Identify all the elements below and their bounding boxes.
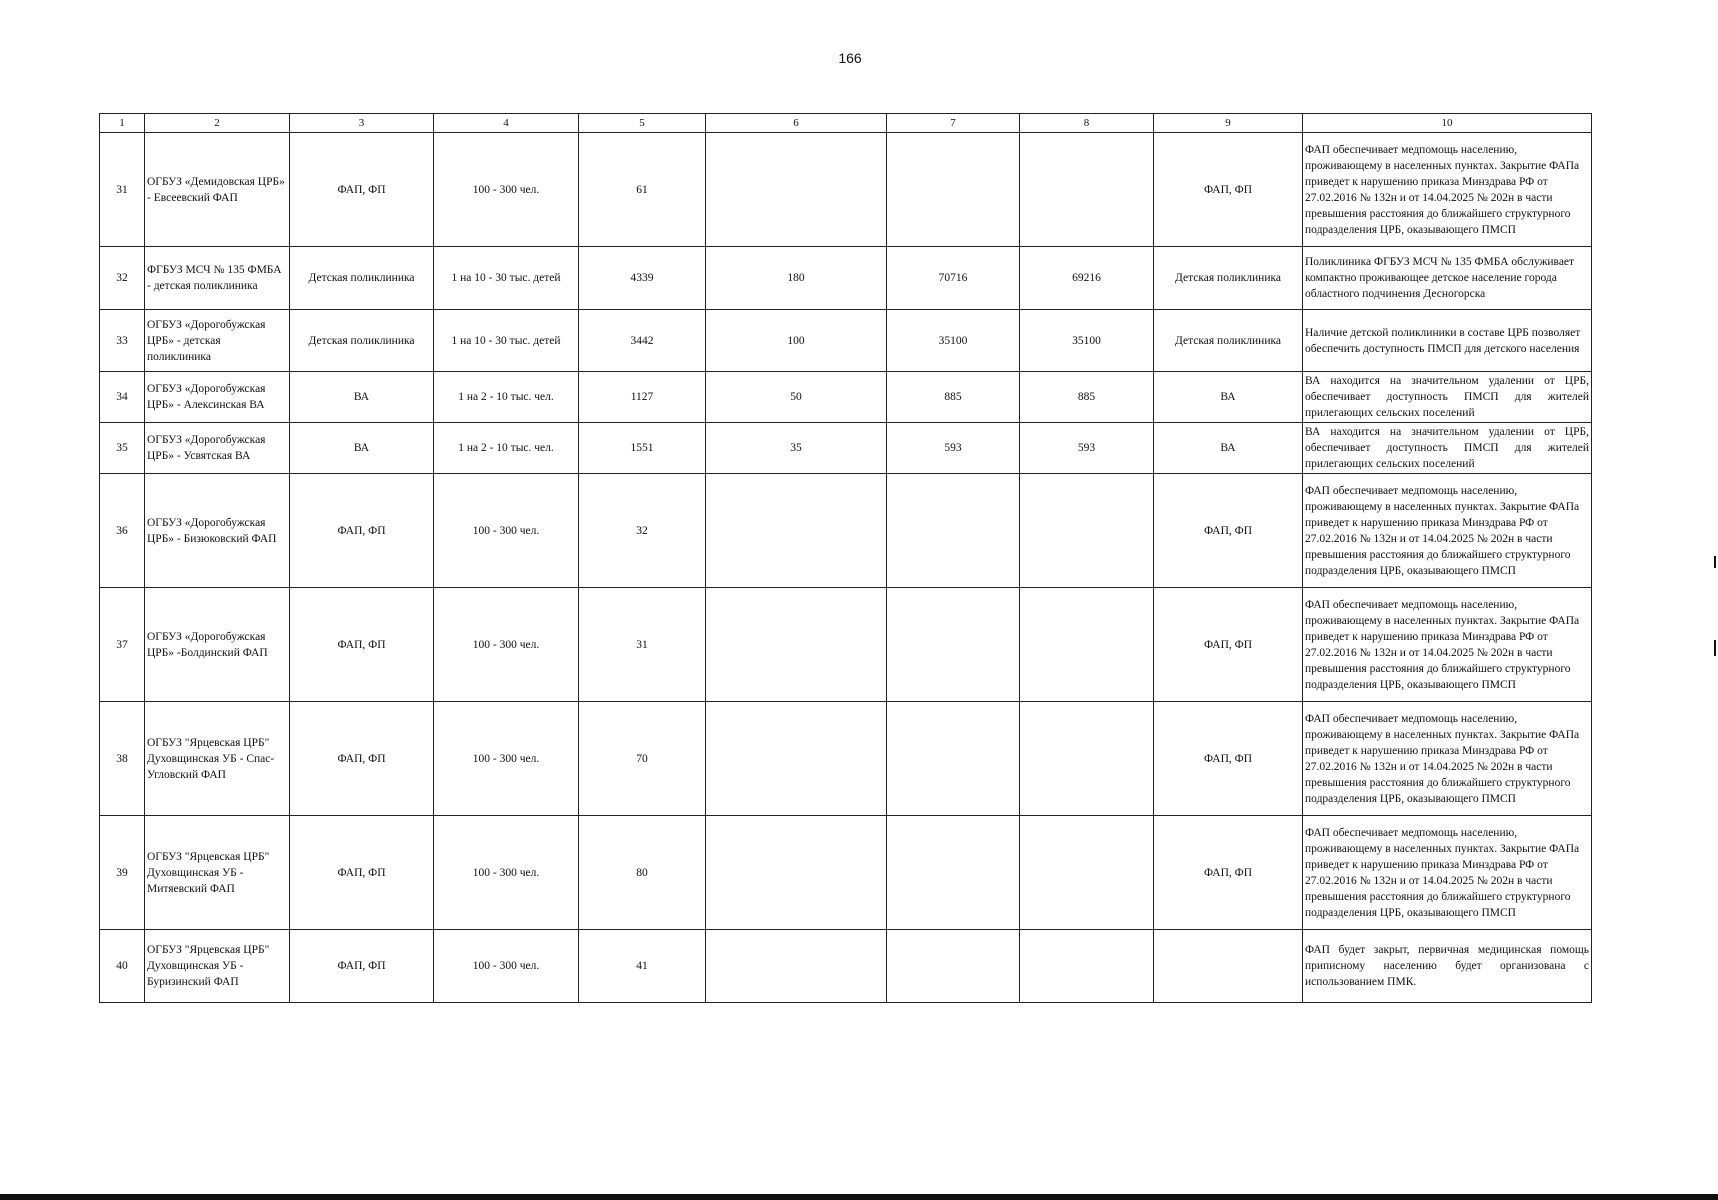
data-table bbox=[99, 113, 1592, 1003]
row-number: 33 bbox=[100, 310, 145, 372]
column-5-value: 3442 bbox=[579, 310, 706, 372]
column-6-value bbox=[706, 588, 887, 702]
institution-name: ОГБУЗ «Дорогобужская ЦРБ» - Усвятская ВА bbox=[145, 423, 290, 474]
column-header: 8 bbox=[1020, 114, 1154, 133]
facility-type: ФАП, ФП bbox=[290, 930, 434, 1003]
column-header: 7 bbox=[887, 114, 1020, 133]
column-8-value: 885 bbox=[1020, 372, 1154, 423]
column-8-value bbox=[1020, 588, 1154, 702]
column-5-value: 70 bbox=[579, 702, 706, 816]
column-7-value: 35100 bbox=[887, 310, 1020, 372]
column-8-value bbox=[1020, 930, 1154, 1003]
column-7-value: 593 bbox=[887, 423, 1020, 474]
row-number: 36 bbox=[100, 474, 145, 588]
facility-type: ФАП, ФП bbox=[290, 133, 434, 247]
justification-note: Поликлиника ФГБУЗ МСЧ № 135 ФМБА обслуживает компактно проживающее детское население города областного подчинения Десногорска bbox=[1303, 247, 1592, 310]
facility-type: ФАП, ФП bbox=[290, 702, 434, 816]
facility-type: ФАП, ФП bbox=[290, 816, 434, 930]
justification-note: ВА находится на значительном удалении от ЦРБ, обеспечивает доступность ПМСП для жителей прилегающих сельских поселений bbox=[1303, 423, 1592, 474]
table-row bbox=[100, 702, 1592, 816]
institution-name: ОГБУЗ "Ярцевская ЦРБ" Духовщинская УБ - Митяевский ФАП bbox=[145, 816, 290, 930]
population-norm: 100 - 300 чел. bbox=[434, 816, 579, 930]
row-number: 38 bbox=[100, 702, 145, 816]
planned-type: ФАП, ФП bbox=[1154, 816, 1303, 930]
population-norm: 1 на 2 - 10 тыс. чел. bbox=[434, 372, 579, 423]
column-7-value bbox=[887, 702, 1020, 816]
column-6-value bbox=[706, 702, 887, 816]
column-5-value: 32 bbox=[579, 474, 706, 588]
planned-type: ВА bbox=[1154, 423, 1303, 474]
population-norm: 100 - 300 чел. bbox=[434, 930, 579, 1003]
column-6-value: 180 bbox=[706, 247, 887, 310]
facility-type: ФАП, ФП bbox=[290, 474, 434, 588]
institution-name: ОГБУЗ «Демидовская ЦРБ» - Евсеевский ФАП bbox=[145, 133, 290, 247]
facility-type: ВА bbox=[290, 423, 434, 474]
planned-type: ФАП, ФП bbox=[1154, 133, 1303, 247]
justification-note: ФАП будет закрыт, первичная медицинская помощь приписному населению будет организована с использованием ПМК. bbox=[1303, 930, 1592, 1003]
row-number: 32 bbox=[100, 247, 145, 310]
column-7-value: 885 bbox=[887, 372, 1020, 423]
institution-name: ОГБУЗ "Ярцевская ЦРБ" Духовщинская УБ - Буризинский ФАП bbox=[145, 930, 290, 1003]
population-norm: 1 на 10 - 30 тыс. детей bbox=[434, 247, 579, 310]
column-header: 3 bbox=[290, 114, 434, 133]
column-8-value: 69216 bbox=[1020, 247, 1154, 310]
table-row bbox=[100, 588, 1592, 702]
column-7-value bbox=[887, 474, 1020, 588]
column-8-value bbox=[1020, 702, 1154, 816]
column-6-value bbox=[706, 816, 887, 930]
column-6-value: 50 bbox=[706, 372, 887, 423]
column-7-value bbox=[887, 930, 1020, 1003]
table-row bbox=[100, 133, 1592, 247]
justification-note: ФАП обеспечивает медпомощь населению, проживающему в населенных пунктах. Закрытие ФАПа приведет к нарушению приказа Минздрава РФ от 27.02.2016 № 132н и от 14.04.2025 № 202н в части превышения расстояния до ближайшего структурного подразделения ЦРБ, оказывающего ПМСП bbox=[1303, 588, 1592, 702]
scan-bottom-border bbox=[0, 1194, 1718, 1200]
row-number: 31 bbox=[100, 133, 145, 247]
population-norm: 1 на 2 - 10 тыс. чел. bbox=[434, 423, 579, 474]
planned-type: ФАП, ФП bbox=[1154, 702, 1303, 816]
justification-note: ФАП обеспечивает медпомощь населению, проживающему в населенных пунктах. Закрытие ФАПа приведет к нарушению приказа Минздрава РФ от 27.02.2016 № 132н и от 14.04.2025 № 202н в части превышения расстояния до ближайшего структурного подразделения ЦРБ, оказывающего ПМСП bbox=[1303, 474, 1592, 588]
column-header: 9 bbox=[1154, 114, 1303, 133]
row-number: 34 bbox=[100, 372, 145, 423]
planned-type: Детская поликлиника bbox=[1154, 247, 1303, 310]
column-5-value: 1551 bbox=[579, 423, 706, 474]
column-7-value bbox=[887, 133, 1020, 247]
column-header: 4 bbox=[434, 114, 579, 133]
column-6-value: 100 bbox=[706, 310, 887, 372]
institution-name: ОГБУЗ «Дорогобужская ЦРБ» -Болдинский ФАП bbox=[145, 588, 290, 702]
planned-type bbox=[1154, 930, 1303, 1003]
column-5-value: 1127 bbox=[579, 372, 706, 423]
row-number: 35 bbox=[100, 423, 145, 474]
column-header: 2 bbox=[145, 114, 290, 133]
table-row bbox=[100, 930, 1592, 1003]
column-6-value bbox=[706, 930, 887, 1003]
column-5-value: 80 bbox=[579, 816, 706, 930]
table-row bbox=[100, 310, 1592, 372]
facility-type: Детская поликлиника bbox=[290, 247, 434, 310]
planned-type: ВА bbox=[1154, 372, 1303, 423]
institution-name: ОГБУЗ «Дорогобужская ЦРБ» - Бизюковский ФАП bbox=[145, 474, 290, 588]
page-number: 166 bbox=[838, 50, 862, 66]
justification-note: Наличие детской поликлиники в составе ЦРБ позволяет обеспечить доступность ПМСП для детского населения bbox=[1303, 310, 1592, 372]
population-norm: 1 на 10 - 30 тыс. детей bbox=[434, 310, 579, 372]
column-5-value: 31 bbox=[579, 588, 706, 702]
table-row bbox=[100, 423, 1592, 474]
column-8-value bbox=[1020, 133, 1154, 247]
justification-note: ФАП обеспечивает медпомощь населению, проживающему в населенных пунктах. Закрытие ФАПа приведет к нарушению приказа Минздрава РФ от 27.02.2016 № 132н и от 14.04.2025 № 202н в части превышения расстояния до ближайшего структурного подразделения ЦРБ, оказывающего ПМСП bbox=[1303, 133, 1592, 247]
column-header: 5 bbox=[579, 114, 706, 133]
column-7-value: 70716 bbox=[887, 247, 1020, 310]
planned-type: ФАП, ФП bbox=[1154, 588, 1303, 702]
institution-name: ОГБУЗ «Дорогобужская ЦРБ» - детская поликлиника bbox=[145, 310, 290, 372]
population-norm: 100 - 300 чел. bbox=[434, 474, 579, 588]
column-6-value bbox=[706, 474, 887, 588]
justification-note: ФАП обеспечивает медпомощь населению, проживающему в населенных пунктах. Закрытие ФАПа приведет к нарушению приказа Минздрава РФ от 27.02.2016 № 132н и от 14.04.2025 № 202н в части превышения расстояния до ближайшего структурного подразделения ЦРБ, оказывающего ПМСП bbox=[1303, 816, 1592, 930]
column-7-value bbox=[887, 588, 1020, 702]
institution-name: ОГБУЗ "Ярцевская ЦРБ" Духовщинская УБ - Спас-Угловский ФАП bbox=[145, 702, 290, 816]
population-norm: 100 - 300 чел. bbox=[434, 588, 579, 702]
justification-note: ФАП обеспечивает медпомощь населению, проживающему в населенных пунктах. Закрытие ФАПа приведет к нарушению приказа Минздрава РФ от 27.02.2016 № 132н и от 14.04.2025 № 202н в части превышения расстояния до ближайшего структурного подразделения ЦРБ, оказывающего ПМСП bbox=[1303, 702, 1592, 816]
column-8-value: 35100 bbox=[1020, 310, 1154, 372]
row-number: 39 bbox=[100, 816, 145, 930]
column-5-value: 4339 bbox=[579, 247, 706, 310]
header-row bbox=[100, 114, 1592, 133]
table-row bbox=[100, 372, 1592, 423]
row-number: 37 bbox=[100, 588, 145, 702]
column-8-value bbox=[1020, 474, 1154, 588]
justification-note: ВА находится на значительном удалении от ЦРБ, обеспечивает доступность ПМСП для жителей прилегающих сельских поселений bbox=[1303, 372, 1592, 423]
institution-name: ФГБУЗ МСЧ № 135 ФМБА - детская поликлиника bbox=[145, 247, 290, 310]
table-row bbox=[100, 474, 1592, 588]
planned-type: Детская поликлиника bbox=[1154, 310, 1303, 372]
column-header: 10 bbox=[1303, 114, 1592, 133]
scan-edge-mark bbox=[1714, 556, 1716, 568]
institution-name: ОГБУЗ «Дорогобужская ЦРБ» - Алексинская ВА bbox=[145, 372, 290, 423]
table-row bbox=[100, 816, 1592, 930]
row-number: 40 bbox=[100, 930, 145, 1003]
column-5-value: 61 bbox=[579, 133, 706, 247]
column-5-value: 41 bbox=[579, 930, 706, 1003]
table-row bbox=[100, 247, 1592, 310]
population-norm: 100 - 300 чел. bbox=[434, 702, 579, 816]
column-header: 1 bbox=[100, 114, 145, 133]
column-header: 6 bbox=[706, 114, 887, 133]
column-7-value bbox=[887, 816, 1020, 930]
planned-type: ФАП, ФП bbox=[1154, 474, 1303, 588]
table-body bbox=[100, 133, 1592, 1003]
scan-edge-mark bbox=[1714, 640, 1716, 656]
facility-type: ФАП, ФП bbox=[290, 588, 434, 702]
column-6-value bbox=[706, 133, 887, 247]
column-6-value: 35 bbox=[706, 423, 887, 474]
facility-type: Детская поликлиника bbox=[290, 310, 434, 372]
facility-type: ВА bbox=[290, 372, 434, 423]
column-8-value: 593 bbox=[1020, 423, 1154, 474]
population-norm: 100 - 300 чел. bbox=[434, 133, 579, 247]
column-8-value bbox=[1020, 816, 1154, 930]
